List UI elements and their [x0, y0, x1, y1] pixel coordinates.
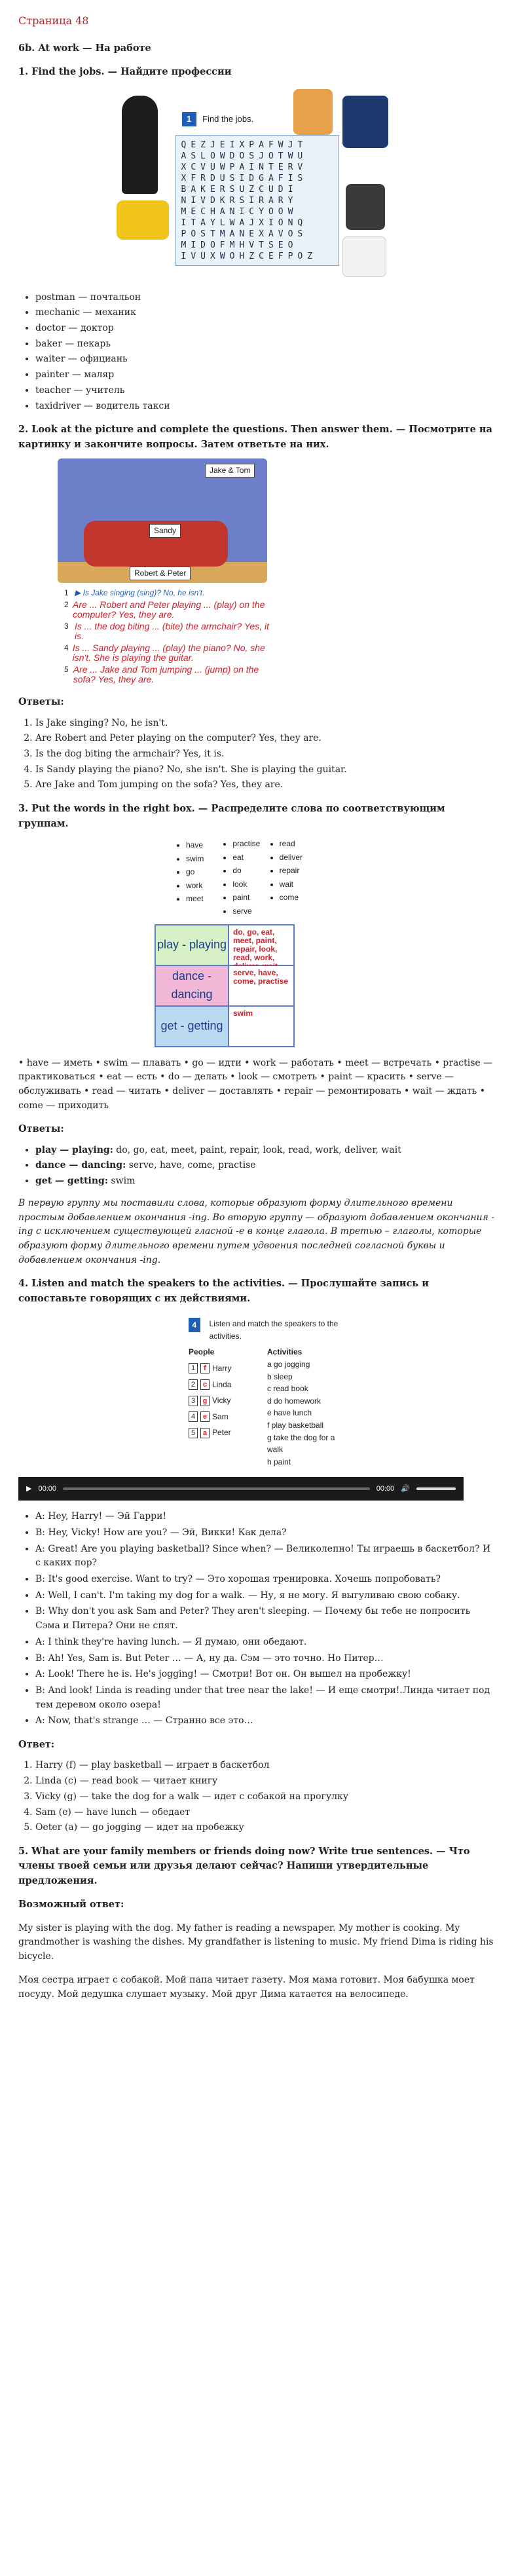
ex3-table [155, 924, 295, 1047]
word: • meet [186, 893, 226, 905]
answer-text: swim [108, 1176, 136, 1187]
answer-bold: dance — dancing: [35, 1160, 126, 1171]
people-item [189, 1379, 261, 1391]
list-item: • painter — маляр [35, 368, 496, 383]
table-left: dance - dancing [156, 966, 229, 1005]
ex3-translation: • have — иметь • swim — плавать • go — идти • work — работать • meet — встречать • practise — практиковаться • eat — есть • do — делать • look — смотреть • paint — красить • serve — обслуживать • read — читать • deliver — доставлять • repair — ремонтировать • wait — ждать • come — приходить [18, 1057, 493, 1111]
dialog-line: • B: Ah! Yes, Sam is. But Peter … — А, ну да. Сэм — это точно. Но Питер… [35, 1652, 496, 1666]
grid-row: MECHANICYOOW [181, 206, 298, 217]
dialog-line: • A: I think they're having lunch. — Я думаю, они обедают. [35, 1635, 496, 1650]
people-item [189, 1394, 261, 1407]
people-label: People [189, 1347, 215, 1357]
word: • come [280, 891, 320, 904]
line-num: 4 [64, 643, 69, 653]
word: • read [280, 838, 320, 850]
list-item: • mechanic — механик [35, 306, 496, 320]
people-name: Peter [212, 1428, 231, 1438]
word: • have [186, 839, 226, 851]
wordsearch-figure [117, 89, 398, 279]
ex4-answers [18, 1759, 496, 1835]
label-robert-peter: Robert & Peter [130, 567, 191, 580]
people-name: Harry [212, 1364, 232, 1373]
activity-item: e have lunch [267, 1408, 312, 1418]
activity-item: d do homework [267, 1396, 321, 1406]
answer-item: 2. Are Robert and Peter playing on the computer? Yes, they are. [35, 732, 496, 746]
word: • do [232, 865, 272, 877]
table-right: swim [229, 1007, 293, 1046]
answer-item: 4. Sam (e) — have lunch — обедает [35, 1806, 496, 1820]
people-answer: g [200, 1396, 210, 1406]
line-text: Is ... the dog biting ... (bite) the armchair? Yes, it is. [74, 621, 269, 642]
ex5-title: 5. What are your family members or friends doing now? Write true sentences. — Что члены твоей семьи или друзья делают сейчас? Напиши утвердительные предложения. [18, 1845, 470, 1886]
list-item: • baker — пекарь [35, 337, 496, 352]
doctor-figure [122, 96, 158, 194]
table-left: get - getting [156, 1007, 229, 1046]
grid-row: ITAYLWAJXIONQ [181, 217, 308, 228]
ex-line [64, 600, 280, 620]
dialog-line: • B: Hey, Vicky! How are you? — Эй, Викки! Как дела? [35, 1526, 496, 1540]
answer-item: 3. Is the dog biting the armchair? Yes, it is. [35, 747, 496, 762]
dialog-line: • A: Look! There he is. He's jogging! — Смотри! Вот он. Он вышел на пробежку! [35, 1668, 496, 1682]
page-title: Страница 48 [18, 14, 89, 27]
people-name: Sam [212, 1411, 229, 1421]
audio-seek-bar[interactable] [63, 1487, 370, 1490]
ex4-activity-box [189, 1318, 339, 1468]
answer-item: 1. Harry (f) — play basketball — играет в баскетбол [35, 1759, 496, 1773]
ex4-answer-heading: Ответ: [18, 1738, 55, 1750]
answer-item: 5. Oeter (a) — go jogging — идет на пробежку [35, 1821, 496, 1835]
line-num: 2 [64, 600, 69, 610]
dialog-line: • B: And look! Linda is reading under that tree near the lake! — И еще смотри!.Линда читает под тем деревом около озера! [35, 1684, 496, 1712]
activity-item: f play basketball [267, 1420, 324, 1430]
dialog-line: • A: Hey, Harry! — Эй Гарри! [35, 1510, 496, 1524]
answer-bold: get — getting: [35, 1176, 108, 1187]
table-row [156, 925, 293, 966]
people-num: 5 [189, 1428, 198, 1438]
ex5-answer-heading: Возможный ответ: [18, 1899, 124, 1911]
line-num: 5 [64, 665, 69, 675]
ex5-en: My sister is playing with the dog. My father is reading a newspaper. My mother is cooking. My grandmother is washing the dishes. My grandfather is listening to music. My friend Dima is riding his bicycle. [18, 1922, 494, 1962]
answer-item: 3. Vicky (g) — take the dog for a walk — идет с собакой на прогулку [35, 1790, 496, 1804]
ws-header [182, 112, 254, 126]
answer-text: serve, have, come, practise [126, 1160, 256, 1171]
line-text: Are ... Robert and Peter playing ... (play) on the computer? Yes, they are. [73, 599, 265, 620]
answer-item: 5. Are Jake and Tom jumping on the sofa? Yes, they are. [35, 778, 496, 793]
activity-item: b sleep [267, 1372, 293, 1381]
people-name: Linda [212, 1379, 232, 1389]
word: • deliver [280, 851, 320, 864]
wordsearch-grid [175, 135, 339, 266]
ex4-dialog [18, 1510, 496, 1728]
ex2-answers-heading: Ответы: [18, 696, 64, 708]
list-item: • teacher — учитель [35, 384, 496, 398]
dialog-line: • B: Why don't you ask Sam and Peter? They aren't sleeping. — Почему бы тебе не попросить Сэма и Питера? Они не спят. [35, 1605, 496, 1633]
play-icon[interactable]: ▶ [26, 1484, 32, 1493]
grid-row: BAKERSUZCUDI [181, 184, 298, 195]
dialog-line: • A: Great! Are you playing basketball? Since when? — Великолепно! Ты играешь в баскетбол? И с каких пор? [35, 1542, 496, 1571]
line-num: 3 [64, 622, 69, 631]
people-item [189, 1362, 261, 1375]
activity-item: h paint [267, 1457, 291, 1466]
list-item: • doctor — доктор [35, 322, 496, 336]
volume-icon[interactable]: 🔊 [401, 1484, 410, 1493]
line-text: Is ... Sandy playing ... (play) the piano? No, she isn't. She is playing the guitar. [72, 643, 265, 663]
dialog-line: • B: It's good exercise. Want to try? — Это хорошая тренировка. Хочешь попробовать? [35, 1573, 496, 1587]
audio-time-right: 00:00 [376, 1484, 395, 1493]
ex3-answers [18, 1144, 496, 1189]
grid-row: POSTMANEXAVOS [181, 229, 308, 239]
ex1-figure-label: Find the jobs. [202, 113, 254, 124]
list-item: • waiter — официань [35, 352, 496, 367]
ex3-wordbox [175, 838, 320, 918]
baker-figure [342, 236, 386, 277]
table-row [156, 966, 293, 1007]
line-text: ▶ Is Jake singing (sing)? No, he isn't. [75, 588, 205, 598]
answer-item [35, 1159, 496, 1173]
ex4-columns [189, 1346, 339, 1468]
postman-figure [342, 96, 388, 148]
word: • work [186, 880, 226, 892]
dialog-line: • A: Well, I can't. I'm taking my dog for a walk. — Ну, я не могу. Я выгуливаю свою собаку. [35, 1589, 496, 1603]
activity-item: a go jogging [267, 1360, 310, 1370]
table-row [156, 1007, 293, 1046]
answer-item: 2. Linda (c) — read book — читает книгу [35, 1774, 496, 1789]
waiter-figure [346, 184, 385, 230]
answer-item [35, 1144, 496, 1158]
ex-line [64, 622, 280, 641]
answer-item [35, 1174, 496, 1189]
people-num: 4 [189, 1411, 198, 1422]
ex-line [64, 588, 280, 598]
people-answer: a [200, 1428, 210, 1438]
label-sandy: Sandy [149, 524, 181, 538]
ex3-answers-heading: Ответы: [18, 1123, 64, 1135]
people-answer: f [200, 1363, 210, 1373]
grid-row: IVUXWOHZCEFPOZ [181, 251, 318, 261]
grid-row: QEZJEIXPAFWJT [181, 140, 308, 150]
audio-time-left: 00:00 [38, 1484, 56, 1493]
ex2-answers [18, 717, 496, 793]
table-left: play - playing [156, 925, 229, 965]
ex2-title: 2. Look at the picture and complete the questions. Then answer them. — Посмотрите на картинку и закончите вопросы. Затем ответьте на них. [18, 424, 492, 450]
list-item: • taxidriver — водитель такси [35, 400, 496, 414]
section-heading: 6b. At work — На работе [18, 42, 151, 54]
grid-row: NIVDKRSIRARY [181, 195, 298, 206]
answer-bold: play — playing: [35, 1144, 113, 1155]
ex-line [64, 643, 280, 663]
ex4-box-text: Listen and match the speakers to the activities. [209, 1319, 339, 1341]
ex5-ru: Моя сестра играет с собакой. Мой папа читает газету. Моя мама готовит. Моя бабушка моет посуду. Мой дедушка слушает музыку. Мой друг Дима катается на велосипеде. [18, 1974, 475, 2000]
line-num: 1 [64, 588, 69, 598]
ex2-picture [58, 458, 267, 583]
people-answer: e [200, 1411, 210, 1422]
activities-label: Activities [267, 1347, 303, 1357]
ex1-badge: 1 [182, 112, 196, 126]
ex3-note: В первую группу мы поставили слова, которые образуют форму длительного времени простым добавлением окончания -ing. Во вторую группу — образуют добавлением окончания -ing с исключением существующей гласной -е в конце глагола. В третью – глаголы, которые образуют форму длительного времени путем удвоения последней согласной буквы и добавлением окончания -ing. [18, 1197, 495, 1265]
grid-row: XFRDUSIDGAFIS [181, 173, 308, 183]
people-num: 3 [189, 1396, 198, 1406]
taxi-figure [117, 200, 169, 240]
activities-col [267, 1346, 339, 1468]
ex-line [64, 665, 280, 684]
people-item [189, 1427, 261, 1439]
people-answer: c [200, 1379, 210, 1390]
painter-figure [293, 89, 333, 135]
grid-row: MIDOFMHVTSEO [181, 240, 298, 250]
table-right: serve, have, come, practise [229, 966, 293, 1005]
volume-slider[interactable] [416, 1487, 456, 1490]
activity-item: c read book [267, 1384, 308, 1394]
list-item: • postman — почтальон [35, 291, 496, 305]
word: • swim [186, 853, 226, 865]
ex4-badge: 4 [189, 1318, 200, 1332]
ex1-list [18, 291, 496, 414]
ex1-title: 1. Find the jobs. — Найдите профессии [18, 66, 232, 78]
activity-item: g take the dog for a walk [267, 1432, 335, 1455]
line-text: Are ... Jake and Tom jumping ... (jump) on the sofa? Yes, they are. [73, 664, 259, 685]
people-col [189, 1346, 261, 1468]
word: • go [186, 866, 226, 878]
answer-item: 1. Is Jake singing? No, he isn't. [35, 717, 496, 731]
ex3-title: 3. Put the words in the right box. — Распределите слова по соответствующим группам. [18, 803, 445, 829]
word: • look [232, 878, 272, 891]
grid-row: ASLOWDOSJOTWU [181, 151, 308, 161]
ex4-box-header [189, 1318, 339, 1342]
word: • paint [232, 891, 272, 904]
word: • wait [280, 878, 320, 891]
word: • repair [280, 865, 320, 877]
label-jake-tom: Jake & Tom [205, 464, 255, 477]
audio-player[interactable] [18, 1477, 464, 1501]
grid-row: XCVUWPAINTERV [181, 162, 308, 172]
answer-item: 4. Is Sandy playing the piano? No, she isn't. She is playing the guitar. [35, 763, 496, 777]
ex2-lines [64, 588, 280, 684]
people-num: 2 [189, 1379, 198, 1390]
answer-text: do, go, eat, meet, paint, repair, look, read, work, deliver, wait [113, 1144, 401, 1155]
people-item [189, 1411, 261, 1423]
people-name: Vicky [212, 1396, 231, 1406]
word: • serve [232, 905, 272, 918]
table-right: do, go, eat, meet, paint, repair, look, read, work, [229, 925, 293, 965]
word: • practise [232, 838, 272, 850]
word: • eat [232, 851, 272, 864]
ex4-title: 4. Listen and match the speakers to the activities. — Прослушайте запись и сопоставьте говорящих с их действиями. [18, 1278, 429, 1304]
dialog-line: • A: Now, that's strange … — Странно все это… [35, 1714, 496, 1728]
people-num: 1 [189, 1363, 198, 1373]
